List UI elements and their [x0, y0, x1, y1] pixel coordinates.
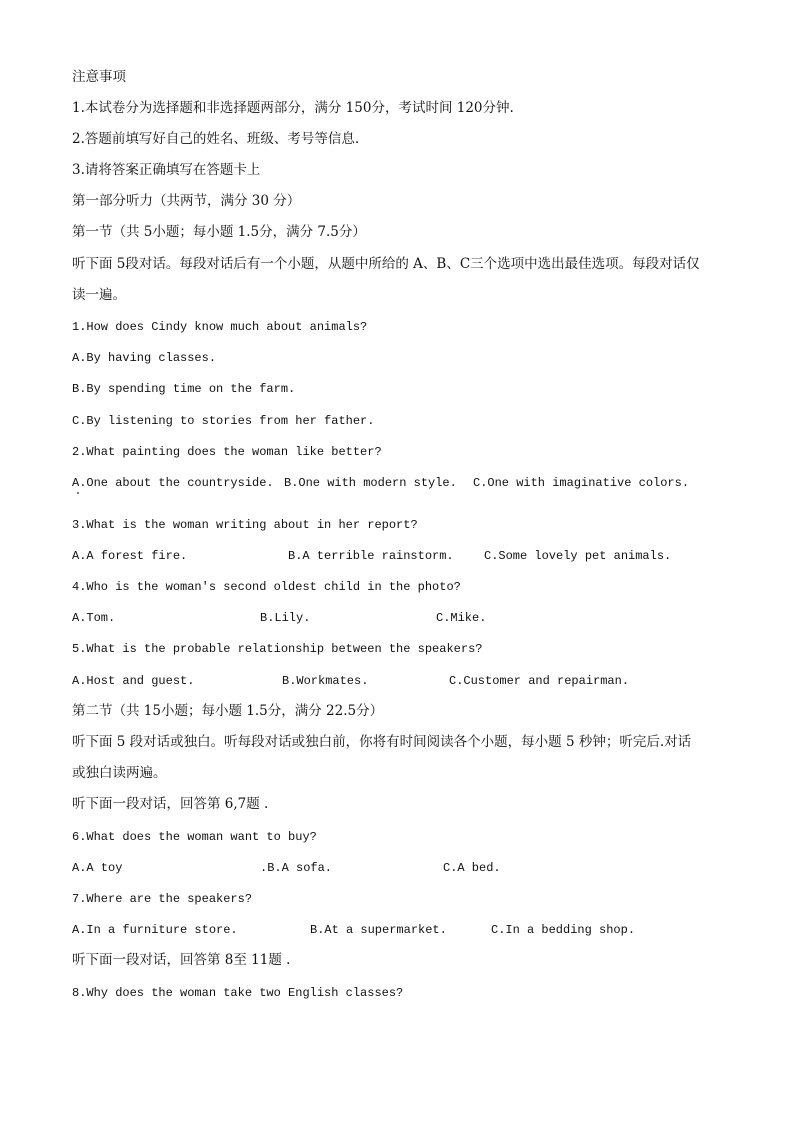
q5-option-b: B.Workmates. — [282, 674, 369, 688]
q5-option-a: A.Host and guest. — [72, 674, 195, 688]
q6-option-a: A.A toy — [72, 861, 123, 875]
question-6: 6.What does the woman want to buy? — [72, 830, 317, 844]
group-instruction-6-7: 听下面一段对话，回答第 6,7题 . — [72, 796, 269, 812]
notice-item-3: 3.请将答案正确填写在答题卡上 — [72, 162, 261, 178]
q6-option-c: C.A bed. — [443, 861, 501, 875]
notice-item-2: 2.答题前填写好自己的姓名、班级、考号等信息. — [72, 131, 360, 147]
q1-option-c: C.By listening to stories from her father. — [72, 414, 375, 428]
section1-title: 第一节（共 5小题；每小题 1.5分，满分 7.5分） — [72, 224, 366, 240]
q2-option-b: B.One with modern style. — [284, 476, 457, 490]
q5-option-c: C.Customer and repairman. — [449, 674, 630, 688]
q3-option-c: C.Some lovely pet animals. — [484, 549, 672, 563]
q4-option-a: A.Tom. — [72, 611, 116, 625]
section2-instruction-2: 或独白读两遍。 — [72, 765, 167, 781]
q3-option-a: A.A forest fire. — [72, 549, 188, 563]
stray-mark — [77, 492, 79, 494]
section1-instruction-1: 听下面 5段对话。每段对话后有一个小题，从题中所给的 A、B、C三个选项中选出最佳选项。每段对话仅 — [72, 256, 700, 272]
question-8: 8.Why does the woman take two English classes? — [72, 986, 404, 1000]
group-instruction-8-11: 听下面一段对话，回答第 8至 11题 . — [72, 952, 291, 968]
q4-option-b: B.Lily. — [260, 611, 311, 625]
question-3: 3.What is the woman writing about in her report? — [72, 518, 418, 532]
section2-instruction-1: 听下面 5 段对话或独白。听每段对话或独白前，你将有时间阅读各个小题，每小题 5 秒钟；听完后.对话 — [72, 734, 692, 750]
notice-heading: 注意事项 — [72, 69, 126, 85]
section1-instruction-2: 读一遍。 — [72, 287, 126, 303]
q2-option-a: A.One about the countryside. — [72, 476, 274, 490]
q7-option-b: B.At a supermarket. — [310, 923, 447, 937]
notice-item-1: 1.本试卷分为选择题和非选择题两部分，满分 150分，考试时间 120分钟. — [72, 100, 514, 116]
question-7: 7.Where are the speakers? — [72, 892, 253, 906]
q3-option-b: B.A terrible rainstorm. — [288, 549, 454, 563]
q7-option-a: A.In a furniture store. — [72, 923, 238, 937]
section2-title: 第二节（共 15小题；每小题 1.5分，满分 22.5分） — [72, 703, 384, 719]
q1-option-a: A.By having classes. — [72, 351, 217, 365]
question-2: 2.What painting does the woman like better? — [72, 445, 382, 459]
question-4: 4.Who is the woman's second oldest child in the photo? — [72, 580, 461, 594]
part1-title: 第一部分听力（共两节，满分 30 分） — [72, 193, 301, 209]
q6-option-b: .B.A sofa. — [260, 861, 333, 875]
question-1: 1.How does Cindy know much about animals? — [72, 320, 368, 334]
q2-option-c: C.One with imaginative colors. — [473, 476, 690, 490]
q1-option-b: B.By spending time on the farm. — [72, 382, 296, 396]
q7-option-c: C.In a bedding shop. — [491, 923, 636, 937]
q4-option-c: C.Mike. — [436, 611, 487, 625]
question-5: 5.What is the probable relationship between the speakers? — [72, 642, 483, 656]
